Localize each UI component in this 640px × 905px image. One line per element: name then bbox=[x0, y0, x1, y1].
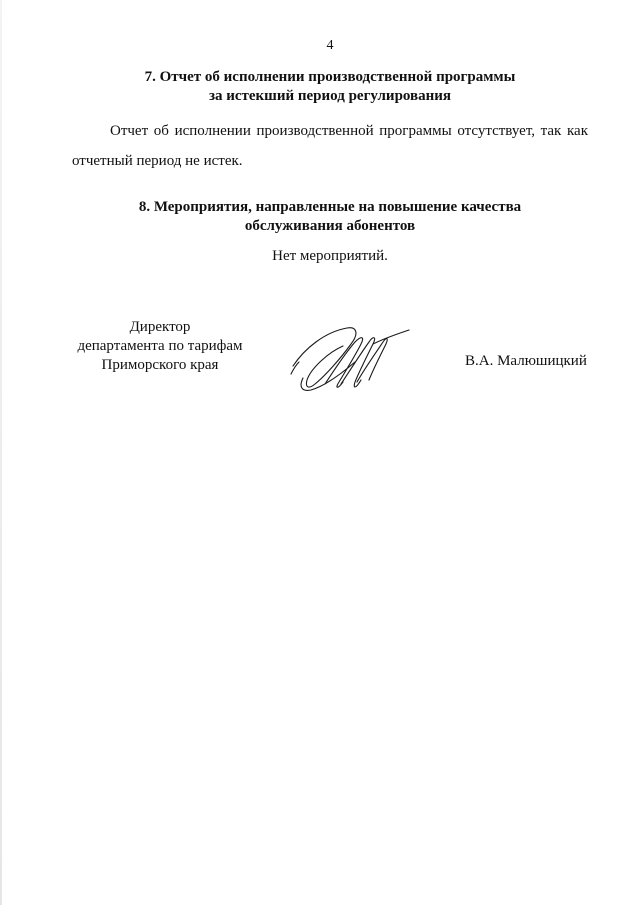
page-number: 4 bbox=[326, 38, 334, 53]
signer-name: В.А. Малюшицкий bbox=[465, 353, 587, 369]
section-7-heading bbox=[0, 68, 640, 106]
section-8-title-line-2: обслуживания абонентов bbox=[244, 218, 416, 234]
section-8-title-line-1: 8. Мероприятия, направленные на повышение качества bbox=[138, 199, 522, 215]
scan-edge bbox=[0, 0, 2, 905]
section-7-title-line-2: за истекший период регулирования bbox=[208, 88, 452, 104]
signatory-position bbox=[60, 318, 260, 375]
section-7-text-line-2: отчетный период не истек. bbox=[72, 153, 243, 169]
position-line-2: департамента по тарифам bbox=[77, 338, 243, 354]
handwritten-signature bbox=[285, 318, 415, 398]
section-7-paragraph bbox=[72, 116, 588, 176]
section-8-heading bbox=[0, 198, 640, 236]
position-line-3: Приморского края bbox=[101, 357, 219, 373]
section-8-text: Нет мероприятий. bbox=[272, 248, 388, 264]
position-line-1: Директор bbox=[129, 319, 191, 335]
section-7-text-line-1: Отчет об исполнении производственной программы отсутствует, так как bbox=[110, 123, 588, 139]
section-7-title-line-1: 7. Отчет об исполнении производственной программы bbox=[144, 69, 516, 85]
